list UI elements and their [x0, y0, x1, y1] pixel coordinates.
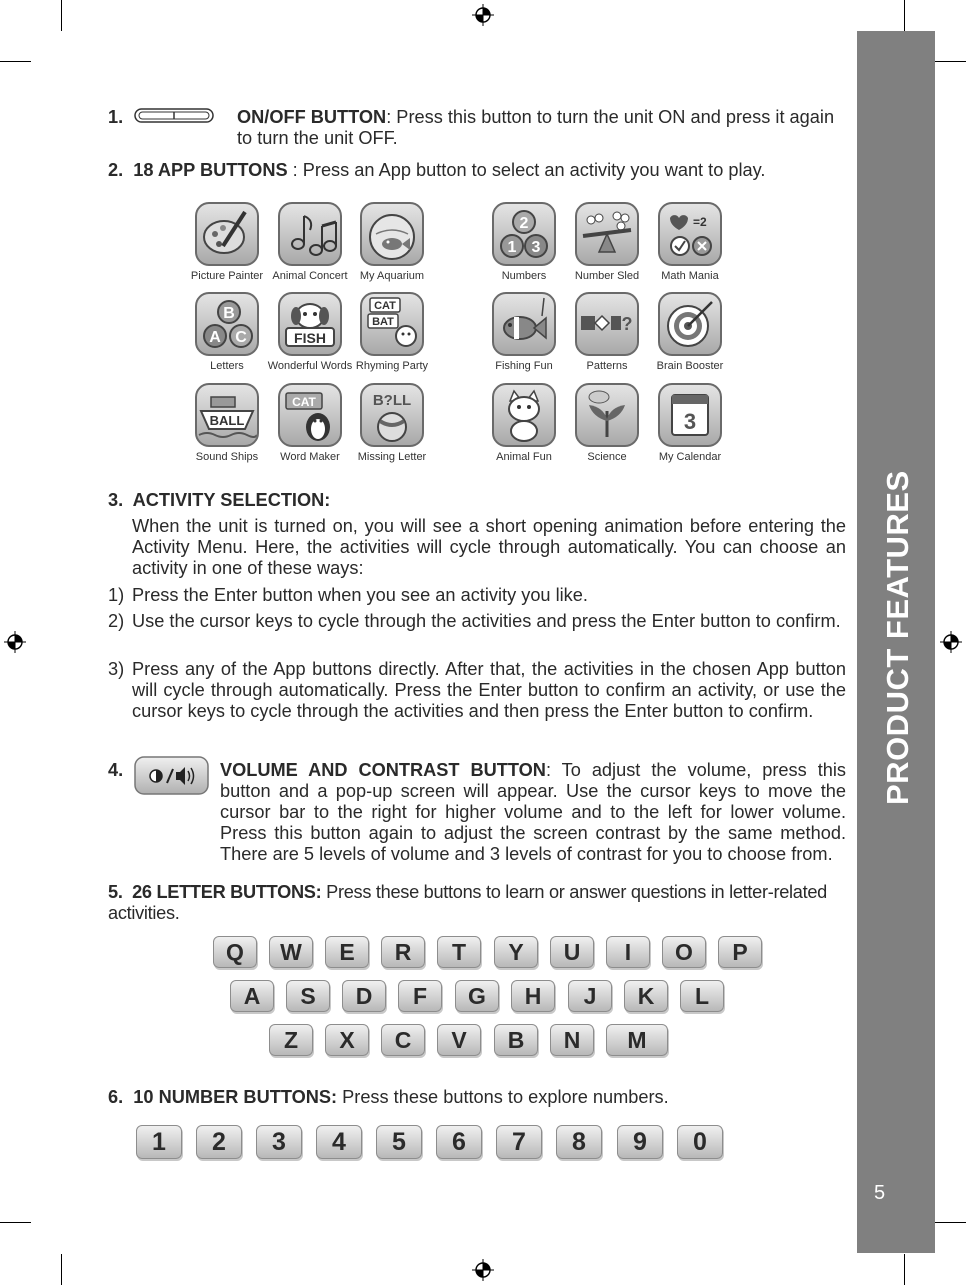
key-1[interactable]: 1	[136, 1125, 182, 1159]
app-label: Fishing Fun	[495, 360, 553, 372]
svg-text:B: B	[223, 305, 235, 322]
app-picture-painter	[183, 202, 271, 282]
app-word-maker	[266, 383, 354, 463]
app-numbers	[480, 202, 568, 282]
cat-bat-cards-icon	[362, 294, 422, 354]
app-missing-letter	[348, 383, 436, 463]
key-k[interactable]: K	[624, 980, 668, 1012]
registration-mark-icon	[4, 631, 26, 653]
penguin-sign-icon	[280, 385, 340, 445]
key-f[interactable]: F	[398, 980, 442, 1012]
key-l[interactable]: L	[680, 980, 724, 1012]
app-label: Letters	[210, 360, 244, 372]
section-text: Press these buttons to learn or answer questions in letter-related activities.	[108, 882, 827, 923]
app-wonderful-words	[266, 292, 354, 372]
registration-mark-icon	[472, 1259, 494, 1281]
abc-blocks-icon	[197, 294, 257, 354]
list-marker: 3)	[108, 659, 125, 679]
crop-mark	[61, 1254, 62, 1285]
page-number: 5	[874, 1182, 886, 1204]
app-label: My Calendar	[658, 451, 722, 463]
app-animal-concert	[266, 202, 354, 282]
key-a[interactable]: A	[230, 980, 274, 1012]
key-p[interactable]: P	[718, 936, 762, 968]
key-2[interactable]: 2	[196, 1125, 242, 1159]
seesaw-icon	[577, 204, 637, 264]
registration-mark-icon	[940, 631, 962, 653]
shapes-pattern-icon	[577, 294, 637, 354]
cat-icon	[494, 385, 554, 445]
key-5[interactable]: 5	[376, 1125, 422, 1159]
key-c[interactable]: C	[381, 1024, 425, 1056]
section-text: : Press an App button to select an activity you want to play.	[287, 160, 766, 180]
app-label: Patterns	[586, 360, 628, 372]
app-label: Rhyming Party	[355, 360, 429, 372]
volume-contrast-button-icon	[134, 756, 210, 796]
svg-text:2: 2	[519, 215, 529, 232]
dog-with-sign-icon	[280, 294, 340, 354]
key-b[interactable]: B	[494, 1024, 538, 1056]
key-d[interactable]: D	[342, 980, 386, 1012]
app-label: Missing Letter	[357, 451, 427, 463]
section-number: 4.	[108, 760, 124, 780]
on-off-button-icon	[134, 108, 214, 124]
ball-icon	[362, 385, 422, 445]
palette-icon	[197, 204, 257, 264]
section-title: VOLUME AND CONTRAST BUTTON	[220, 760, 546, 780]
section-text: : Press this button to turn the unit ON and press it again to turn the unit OFF.	[237, 107, 835, 148]
crop-mark	[935, 1222, 966, 1223]
crop-mark	[904, 0, 905, 31]
app-number-sled	[563, 202, 651, 282]
section-number: 3.	[108, 490, 124, 510]
key-w[interactable]: W	[269, 936, 313, 968]
key-s[interactable]: S	[286, 980, 330, 1012]
key-7[interactable]: 7	[496, 1125, 542, 1159]
section-number: 2.	[108, 160, 124, 180]
section-number: 1.	[108, 107, 124, 127]
section-title: ACTIVITY SELECTION:	[132, 490, 331, 510]
crop-mark	[0, 61, 31, 62]
calendar-icon	[660, 385, 720, 445]
app-label: Animal Concert	[272, 270, 348, 282]
section-heading	[108, 490, 330, 511]
key-i[interactable]: I	[606, 936, 650, 968]
side-title: PRODUCT FEATURES	[880, 470, 915, 805]
crop-mark	[904, 1254, 905, 1285]
app-label: Wonderful Words	[267, 360, 353, 372]
list-marker: 1)	[108, 585, 125, 605]
key-z[interactable]: Z	[269, 1024, 313, 1056]
clownfish-icon	[494, 294, 554, 354]
svg-text:CAT: CAT	[374, 300, 396, 312]
crop-mark	[61, 0, 62, 31]
section-number: 5.	[108, 882, 123, 902]
key-0[interactable]: 0	[677, 1125, 723, 1159]
target-icon	[660, 294, 720, 354]
fish-bowl-icon	[362, 204, 422, 264]
list-item: Press the Enter button when you see an activity you like.	[132, 585, 588, 605]
app-label: My Aquarium	[359, 270, 425, 282]
svg-text:FISH: FISH	[294, 330, 326, 346]
svg-text:3: 3	[683, 409, 697, 434]
app-label: Numbers	[501, 270, 547, 282]
on-off-description	[237, 107, 846, 149]
svg-text:BAT: BAT	[372, 316, 394, 328]
plant-icon	[577, 385, 637, 445]
svg-text:BALL: BALL	[209, 413, 245, 428]
hearts-equation-icon	[660, 204, 720, 264]
key-6[interactable]: 6	[436, 1125, 482, 1159]
list-item: Use the cursor keys to cycle through the activities and press the Enter button to confirm.	[132, 611, 841, 631]
key-v[interactable]: V	[437, 1024, 481, 1056]
svg-text:A: A	[209, 329, 221, 346]
app-label: Sound Ships	[195, 451, 259, 463]
key-3[interactable]: 3	[256, 1125, 302, 1159]
svg-text:3: 3	[531, 239, 541, 256]
svg-text:=2: =2	[693, 215, 707, 229]
app-label: Brain Booster	[656, 360, 724, 372]
app-label: Word Maker	[280, 451, 340, 463]
key-y[interactable]: Y	[494, 936, 538, 968]
app-my-aquarium	[348, 202, 436, 282]
app-label: Number Sled	[574, 270, 640, 282]
app-letters	[183, 292, 271, 372]
key-g[interactable]: G	[455, 980, 499, 1012]
volume-description	[220, 760, 846, 865]
registration-mark-icon	[472, 4, 494, 26]
key-u[interactable]: U	[550, 936, 594, 968]
app-science	[563, 383, 651, 463]
section-title: 18 APP BUTTONS	[133, 160, 288, 180]
svg-text:CAT: CAT	[292, 395, 316, 409]
app-label: Math Mania	[661, 270, 719, 282]
key-9[interactable]: 9	[617, 1125, 663, 1159]
section-title: 26 LETTER BUTTONS:	[132, 882, 322, 902]
key-q[interactable]: Q	[213, 936, 257, 968]
svg-text:C: C	[235, 329, 247, 346]
section-title: ON/OFF BUTTON	[237, 107, 387, 127]
svg-text:B?LL: B?LL	[372, 392, 412, 409]
section-number: 6.	[108, 1087, 124, 1107]
app-brain-booster	[646, 292, 734, 372]
app-fishing-fun	[480, 292, 568, 372]
crop-mark	[0, 1222, 31, 1223]
app-patterns	[563, 292, 651, 372]
app-label: Science	[587, 451, 627, 463]
crop-mark	[935, 61, 966, 62]
key-r[interactable]: R	[381, 936, 425, 968]
svg-text:?: ?	[621, 314, 633, 334]
key-m[interactable]: M	[606, 1024, 668, 1056]
app-buttons-description	[108, 160, 848, 181]
key-e[interactable]: E	[325, 936, 369, 968]
activity-intro: When the unit is turned on, you will see a short opening animation before entering the Activity Menu. Here, the activities will cycle through automatically. You can choose an activity in one of these ways:	[132, 516, 846, 578]
key-n[interactable]: N	[550, 1024, 594, 1056]
app-my-calendar	[646, 383, 734, 463]
section-text: Press these buttons to explore numbers.	[337, 1087, 669, 1107]
section-text: : To adjust the volume, press this button and a pop-up screen will appear. Use the cursor keys to move the cursor bar to the right for higher volume and to the left for lower volume. Press this button again to adjust the screen contrast by the same method. There are 5 levels of volume and 3 levels of contrast for you to choose from.	[220, 760, 846, 864]
key-4[interactable]: 4	[316, 1125, 362, 1159]
app-animal-fun	[480, 383, 568, 463]
app-label: Animal Fun	[496, 451, 552, 463]
number-balls-icon	[494, 204, 554, 264]
list-marker: 2)	[108, 611, 125, 631]
list-item: Press any of the App buttons directly. After that, the activities in the chosen App button will cycle through automatically. Press the Enter button to confirm an activity, or use the cursor keys to cycle through the activities and then press the Enter button to confirm.	[132, 659, 846, 721]
app-sound-ships	[183, 383, 271, 463]
number-buttons-description	[108, 1087, 848, 1108]
music-notes-icon	[280, 204, 340, 264]
svg-text:1: 1	[507, 239, 517, 256]
key-t[interactable]: T	[437, 936, 481, 968]
key-h[interactable]: H	[511, 980, 555, 1012]
key-j[interactable]: J	[568, 980, 612, 1012]
app-label: Picture Painter	[190, 270, 264, 282]
ship-icon	[197, 385, 257, 445]
section-title: 10 NUMBER BUTTONS:	[133, 1087, 338, 1107]
key-o[interactable]: O	[662, 936, 706, 968]
key-8[interactable]: 8	[556, 1125, 602, 1159]
key-x[interactable]: X	[325, 1024, 369, 1056]
app-math-mania	[646, 202, 734, 282]
letter-buttons-description	[108, 882, 848, 924]
app-rhyming-party	[348, 292, 436, 372]
